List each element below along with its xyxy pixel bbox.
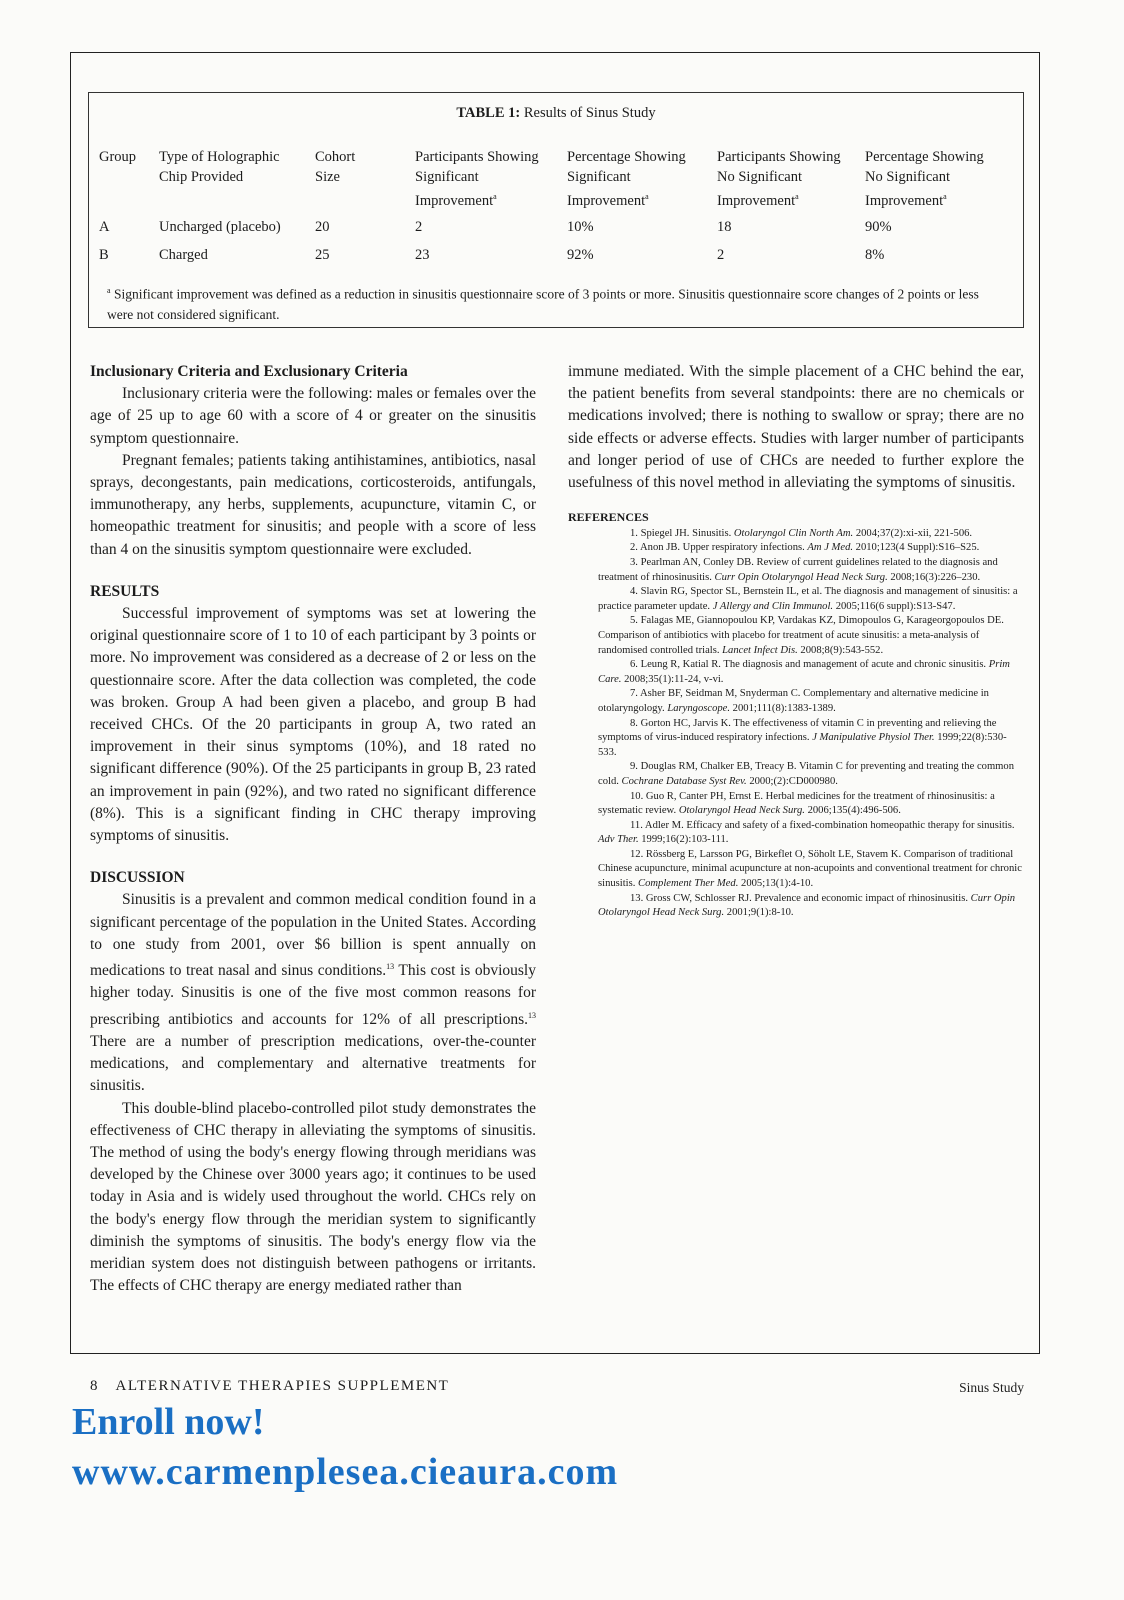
reference-item: 11. Adler M. Efficacy and safety of a fixed-combination homeopathic therapy for sinusitis. Adv Ther. 1999;16(2):103-111. bbox=[598, 819, 1015, 846]
reference-item: 12. Rössberg E, Larsson PG, Birkeflet O, Söholt LE, Stavem K. Comparison of traditional Chinese acupuncture, minimal acupuncture at non-acupoints and conventional treatment for chronic sinusitis. Complement Ther Med. 2005;13(1):4-10. bbox=[598, 848, 1022, 890]
table-cell: Uncharged (placebo) bbox=[159, 218, 281, 235]
table-header-cell: Percentage Showing Significant Improvement$^a$ bbox=[567, 149, 686, 209]
section-name: Sinus Study bbox=[959, 1380, 1024, 1395]
heading-discussion: DISCUSSION bbox=[90, 869, 185, 887]
table-title: TABLE 1: Results of Sinus Study bbox=[456, 105, 656, 121]
paragraph-conclusion: immune mediated. With the simple placement of a CHC behind the ear, the patient benefits from several standpoints: there are no chemicals or medications involved; there is nothing to swallow or spray; there are no side effects or adverse effects. Studies with larger number of participants and longer period of use of CHCs are needed to further explore the usefulness of this novel method in alleviating the symptoms of sinusitis. bbox=[568, 363, 1024, 492]
table-header-cell: Type of Holographic Chip Provided bbox=[159, 149, 280, 185]
table-cell: 2 bbox=[415, 218, 423, 235]
reference-item: 1. Spiegel JH. Sinusitis. Otolaryngol Clin North Am. 2004;37(2):xi-xii, 221-506. bbox=[630, 527, 973, 539]
enroll-promo: Enroll now! bbox=[72, 1401, 265, 1443]
page-footer-left bbox=[90, 1378, 449, 1395]
promo-url-link[interactable]: www.carmenplesea.cieaura.com bbox=[72, 1451, 619, 1493]
journal-name: ALTERNATIVE THERAPIES SUPPLEMENT bbox=[115, 1378, 450, 1394]
table-cell: A bbox=[99, 218, 110, 235]
table-cell: 90% bbox=[865, 218, 892, 235]
reference-item: 6. Leung R, Katial R. The diagnosis and management of acute and chronic sinusitis. Prim Care. 2008;35(1):11-24, v-vi. bbox=[598, 659, 1010, 685]
table-cell: 2 bbox=[717, 246, 725, 263]
table-header-cell: Group bbox=[99, 149, 137, 165]
heading-criteria: Inclusionary Criteria and Exclusionary Criteria bbox=[90, 363, 408, 380]
table-cell: 18 bbox=[717, 218, 732, 235]
table-row bbox=[99, 245, 1009, 273]
page-number: 8 bbox=[90, 1378, 98, 1394]
table-cell: 20 bbox=[315, 218, 330, 235]
table-cell: Charged bbox=[159, 246, 208, 263]
results-table-box bbox=[88, 92, 1024, 328]
table-row bbox=[99, 217, 1009, 245]
reference-item: 10. Guo R, Canter PH, Ernst E. Herbal medicines for the treatment of rhinosinusitis: a systematic review. Otolaryngol Head Neck Surg. 2006;135(4):496-506. bbox=[598, 790, 995, 817]
reference-item: 2. Anon JB. Upper respiratory infections. Am J Med. 2010;123(4 Suppl):S16–S25. bbox=[630, 542, 980, 554]
reference-item: 4. Slavin RG, Spector SL, Bernstein IL, et al. The diagnosis and management of sinusitis: a practice parameter update. J Allergy and Clin Immunol. 2005;116(6 suppl):S13-S47. bbox=[598, 586, 1018, 612]
table-cell: 8% bbox=[865, 246, 885, 263]
references-heading: REFERENCES bbox=[568, 510, 649, 525]
paragraph-discussion-1: Sinusitis is a prevalent and common medical condition found in a significant percentage of the population in the United States. According to one study from 2001, over $6 billion is spent annually on medications to treat nasal and sinus conditions.$^{13}$ This cost is obviously higher today. Sinusitis is one of the five most common reasons for prescribing antibiotics and accounts for 12% of all prescriptions.$^{13}$ There are a number of prescription medications, over-the-counter medications, and complementary and alternative treatments for sinusitis. bbox=[90, 891, 536, 1095]
left-column bbox=[90, 361, 536, 1297]
table-header-cell: Participants Showing Significant Improvement$^a$ bbox=[415, 149, 539, 209]
results-table bbox=[99, 147, 1009, 273]
table-header-row bbox=[99, 147, 1009, 217]
table-cell: 23 bbox=[415, 246, 430, 263]
table-header-cell: Participants Showing No Significant Improvement$^a$ bbox=[717, 149, 841, 209]
paragraph-results: Successful improvement of symptoms was set at lowering the original questionnaire score of 1 to 10 of each participant by 3 points or more. No improvement was considered as a decrease of 2 or less on the questionnaire score. After the data collection was completed, the code was broken. Group A had been given a placebo, and group B had received CHCs. Of the 20 participants in group A, two rated an improvement in their sinus symptoms (10%), and 18 rated no significant difference (90%). Of the 25 participants in group B, 23 rated an improvement in pain (92%), and two rated no significant difference (8%). This is a significant finding in CHC therapy improving symptoms of sinusitis. bbox=[90, 605, 536, 845]
reference-item: 7. Asher BF, Seidman M, Snyderman C. Complementary and alternative medicine in otolaryngology. Laryngoscope. 2001;111(8):1383-1389. bbox=[598, 688, 989, 714]
paragraph-discussion-2: This double-blind placebo-controlled pilot study demonstrates the effectiveness of CHC therapy in alleviating the symptoms of sinusitis. The method of using the body's energy flowing through meridians was developed by the Chinese over 3000 years ago; it continues to be used today in Asia and is widely used throughout the world. CHCs rely on the body's energy flow through the meridian system to significantly diminish the symptoms of sinusitis. The body's energy flow via the meridian system does not distinguish between pathogens or irritants. The effects of CHC therapy are energy mediated rather than bbox=[90, 1099, 536, 1295]
table-footnote: $^a$ Significant improvement was defined as a reduction in sinusitis questionnaire score of 3 points or more. Sinusitis questionnaire score changes of 2 points or less were not considered significant. bbox=[107, 286, 979, 322]
references bbox=[568, 510, 1024, 921]
reference-item: 5. Falagas ME, Giannopoulou KP, Vardakas KZ, Dimopoulos G, Karageorgopoulos DE. Comparison of antibiotics with placebo for treatment of acute sinusitis: a meta-analysis of randomised controlled trials. Lancet Infect Dis. 2008;8(9):543-552. bbox=[598, 615, 1004, 656]
paragraph-inclusion: Inclusionary criteria were the following: males or females over the age of 25 up to age 60 with a score of 4 or greater on the sinusitis symptom questionnaire. bbox=[90, 385, 536, 447]
table-header-cell: Cohort Size bbox=[315, 149, 356, 185]
table-cell: 10% bbox=[567, 218, 594, 235]
reference-item: 3. Pearlman AN, Conley DB. Review of current guidelines related to the diagnosis and treatment of rhinosinusitis. Curr Opin Otolaryngol Head Neck Surg. 2008;16(3):226–230. bbox=[598, 557, 998, 583]
right-column bbox=[568, 361, 1024, 921]
reference-item: 8. Gorton HC, Jarvis K. The effectiveness of vitamin C in preventing and relieving the symptoms of virus-induced respiratory infections. J Manipulative Physiol Ther. 1999;22(8):530-533. bbox=[598, 717, 1007, 758]
table-cell: 25 bbox=[315, 246, 330, 263]
reference-item: 9. Douglas RM, Chalker EB, Treacy B. Vitamin C for preventing and treating the common cold. Cochrane Database Syst Rev. 2000;(2):CD000980. bbox=[598, 761, 1015, 787]
table-header-cell: Percentage Showing No Significant Improvement$^a$ bbox=[865, 149, 984, 209]
paragraph-exclusion: Pregnant females; patients taking antihistamines, antibiotics, nasal sprays, decongestants, pain medications, corticosteroids, antifungals, immunotherapy, any herbs, supplements, acupuncture, vitamin C, or homeopathic treatment for sinusitis; and people with a score of less than 4 on the sinusitis symptom questionnaire were excluded. bbox=[90, 451, 536, 558]
table-cell: 92% bbox=[567, 246, 594, 263]
heading-results: RESULTS bbox=[90, 582, 160, 600]
reference-item: 13. Gross CW, Schlosser RJ. Prevalence and economic impact of rhinosinusitis. Curr Opin Otolaryngol Head Neck Surg. 2001;9(1):8-10. bbox=[598, 892, 1016, 919]
table-cell: B bbox=[99, 246, 109, 263]
